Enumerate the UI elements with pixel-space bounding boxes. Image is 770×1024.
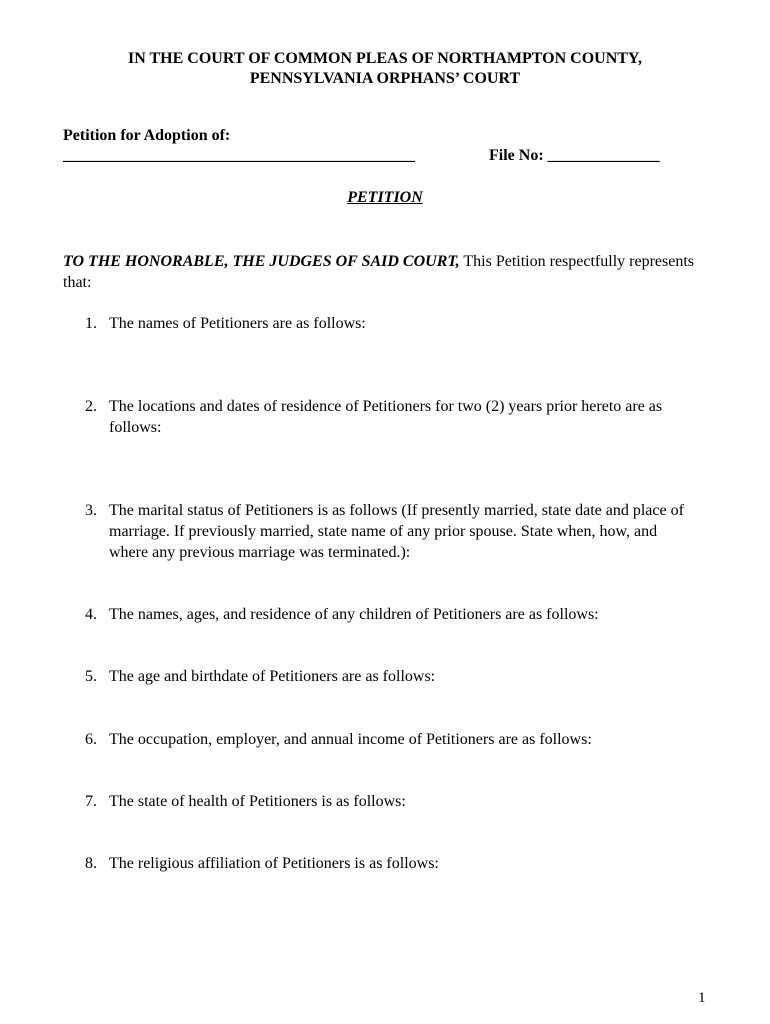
court-header-line-1: IN THE COURT OF COMMON PLEAS OF NORTHAMPTON COUNTY, xyxy=(127,50,643,67)
caption-title: Petition for Adoption of: xyxy=(63,127,231,144)
item-number: 2. xyxy=(85,398,97,415)
adoptee-name-blank: ____________________________________________ xyxy=(63,147,415,164)
item-number: 8. xyxy=(85,855,97,872)
item-number: 4. xyxy=(85,606,97,623)
item-number: 5. xyxy=(85,668,97,685)
file-number-field: File No: ______________ xyxy=(489,147,660,164)
address-body: This Petition respectfully represents that: xyxy=(63,253,694,291)
item-text: The state of health of Petitioners is as follows: xyxy=(109,793,406,810)
document-title: PETITION xyxy=(347,189,423,206)
salutation: TO THE HONORABLE, THE JUDGES OF SAID COURT, xyxy=(63,253,460,270)
item-number: 3. xyxy=(85,502,97,519)
item-text: The marital status of Petitioners is as follows (If presently married, state date and place of marriage. If previously married, state name of any prior spouse. State when, how, and where any previous marriage was terminated.): xyxy=(109,502,684,561)
item-text: The names of Petitioners are as follows: xyxy=(109,315,366,332)
item-text: The locations and dates of residence of Petitioners for two (2) years prior hereto are as follows: xyxy=(109,398,663,436)
item-text: The age and birthdate of Petitioners are as follows: xyxy=(109,668,436,685)
item-text: The occupation, employer, and annual income of Petitioners are as follows: xyxy=(109,731,592,748)
petition-address xyxy=(63,251,703,293)
item-text: The names, ages, and residence of any children of Petitioners are as follows: xyxy=(109,606,599,623)
item-number: 7. xyxy=(85,793,97,810)
item-text: The religious affiliation of Petitioners is as follows: xyxy=(109,855,439,872)
item-number: 1. xyxy=(85,315,97,332)
page-number: 1 xyxy=(698,990,706,1006)
court-header-line-2: PENNSYLVANIA ORPHANS’ COURT xyxy=(249,70,521,87)
item-number: 6. xyxy=(85,731,97,748)
court-header xyxy=(0,49,770,89)
